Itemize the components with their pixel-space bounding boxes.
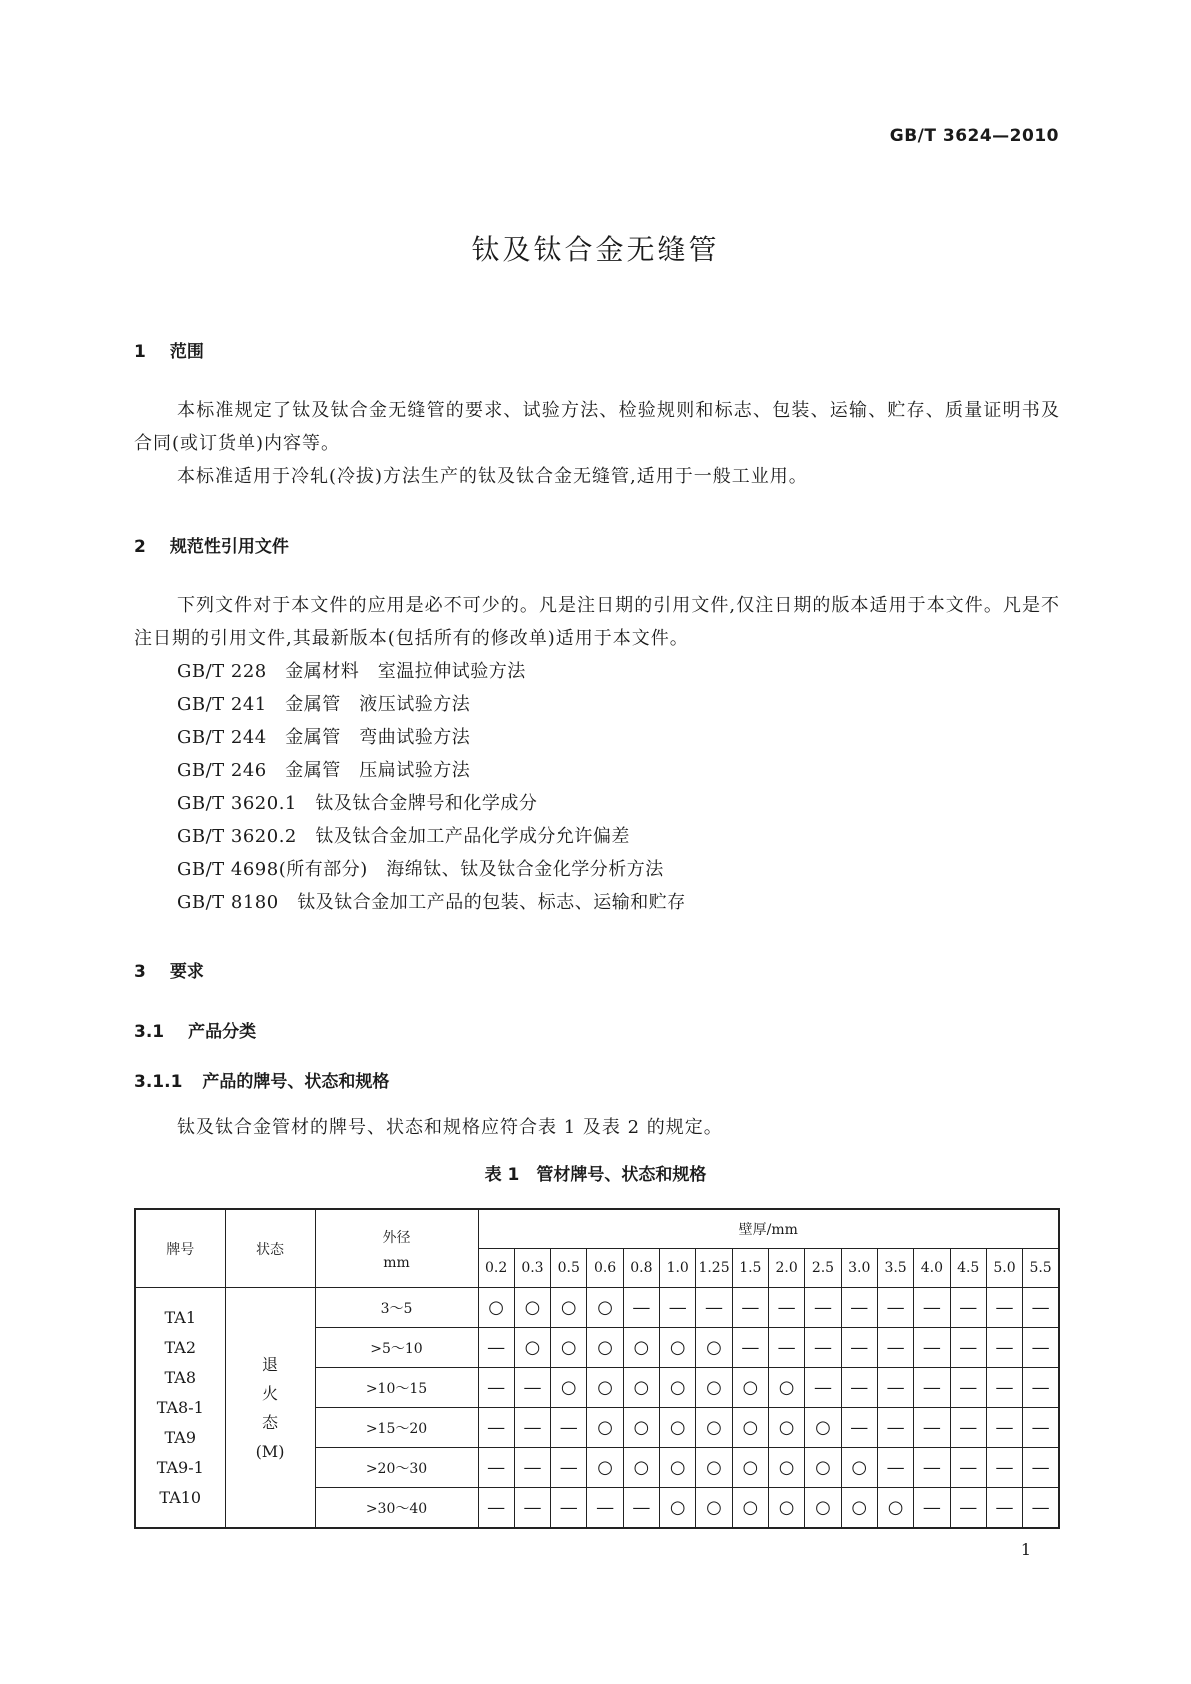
availability-mark: —	[914, 1408, 950, 1448]
availability-mark: —	[696, 1288, 732, 1328]
reference-item: GB/T 241 金属管 液压试验方法	[177, 694, 471, 715]
availability-mark: —	[514, 1408, 550, 1448]
grade-list	[135, 1288, 225, 1529]
paragraph: 钛及钛合金管材的牌号、状态和规格应符合表 1 及表 2 的规定。	[177, 1117, 723, 1138]
thickness-header: 0.2	[478, 1249, 514, 1288]
availability-mark: ○	[696, 1368, 732, 1408]
grade-item: TA1	[164, 1307, 197, 1327]
thickness-header: 1.25	[696, 1249, 732, 1288]
availability-mark: —	[551, 1408, 587, 1448]
spec-table	[134, 1208, 1060, 1529]
od-range: >15～20	[315, 1408, 478, 1448]
section-3-heading	[134, 957, 204, 982]
reference-item: GB/T 8180 钛及钛合金加工产品的包装、标志、运输和贮存	[177, 892, 686, 913]
od-range: >10～15	[315, 1368, 478, 1408]
availability-mark: ○	[841, 1488, 877, 1529]
availability-mark: ○	[587, 1288, 623, 1328]
od-label: 外径	[382, 1229, 411, 1246]
thickness-header: 3.5	[877, 1249, 913, 1288]
availability-mark: —	[551, 1488, 587, 1529]
availability-mark: —	[478, 1448, 514, 1488]
availability-mark: ○	[623, 1448, 659, 1488]
thickness-header: 0.5	[551, 1249, 587, 1288]
section-1-heading	[134, 337, 204, 362]
availability-mark: —	[950, 1488, 986, 1529]
section-title: 规范性引用文件	[169, 537, 289, 557]
availability-mark: —	[841, 1328, 877, 1368]
availability-mark: —	[877, 1408, 913, 1448]
availability-mark: —	[950, 1328, 986, 1368]
thickness-header: 0.6	[587, 1249, 623, 1288]
state-char: 退	[261, 1354, 278, 1374]
thickness-header: 5.0	[986, 1249, 1022, 1288]
thickness-header: 5.5	[1023, 1249, 1059, 1288]
availability-mark: —	[514, 1488, 550, 1529]
availability-mark: ○	[877, 1488, 913, 1529]
availability-mark: —	[950, 1408, 986, 1448]
availability-mark: ○	[805, 1408, 841, 1448]
availability-mark: ○	[514, 1288, 550, 1328]
availability-mark: ○	[551, 1368, 587, 1408]
availability-mark: —	[1023, 1448, 1059, 1488]
od-range: >20～30	[315, 1448, 478, 1488]
availability-mark: ○	[514, 1328, 550, 1368]
grade-item: TA10	[159, 1487, 202, 1507]
availability-mark: ○	[769, 1448, 805, 1488]
state-cell	[225, 1288, 315, 1529]
availability-mark: —	[1023, 1488, 1059, 1529]
availability-mark: ○	[660, 1368, 696, 1408]
section-number: 3	[134, 962, 146, 982]
availability-mark: —	[950, 1288, 986, 1328]
availability-mark: ○	[587, 1368, 623, 1408]
availability-mark: ○	[660, 1448, 696, 1488]
availability-mark: ○	[769, 1408, 805, 1448]
thickness-header: 0.3	[514, 1249, 550, 1288]
availability-mark: —	[841, 1408, 877, 1448]
availability-mark: —	[769, 1288, 805, 1328]
availability-mark: —	[1023, 1368, 1059, 1408]
availability-mark: —	[732, 1328, 768, 1368]
availability-mark: —	[877, 1328, 913, 1368]
od-unit: mm	[383, 1254, 410, 1271]
availability-mark: ○	[660, 1328, 696, 1368]
thickness-header: 2.0	[769, 1249, 805, 1288]
availability-mark: —	[841, 1368, 877, 1408]
availability-mark: —	[950, 1368, 986, 1408]
section-3-1-1-heading	[134, 1067, 389, 1092]
availability-mark: —	[805, 1328, 841, 1368]
reference-item: GB/T 3620.1 钛及钛合金牌号和化学成分	[177, 793, 538, 814]
od-range: 3～5	[315, 1288, 478, 1328]
availability-mark: ○	[696, 1488, 732, 1529]
availability-mark: —	[914, 1488, 950, 1529]
od-range: >30～40	[315, 1488, 478, 1529]
section-title: 产品分类	[188, 1022, 257, 1042]
availability-mark: ○	[805, 1488, 841, 1529]
section-3-1-heading	[134, 1017, 256, 1042]
section-2-heading	[134, 532, 289, 557]
table-caption: 表 1 管材牌号、状态和规格	[484, 1165, 707, 1185]
grade-item: TA8-1	[156, 1397, 204, 1417]
od-header	[315, 1209, 478, 1288]
availability-mark: ○	[732, 1448, 768, 1488]
thickness-header: 4.0	[914, 1249, 950, 1288]
section-title: 产品的牌号、状态和规格	[202, 1072, 390, 1092]
thickness-header: 1.5	[732, 1249, 768, 1288]
availability-mark: ○	[841, 1448, 877, 1488]
availability-mark: —	[1023, 1288, 1059, 1328]
state-header: 状态	[225, 1209, 315, 1288]
standard-code: GB/T 3624—2010	[889, 126, 1059, 146]
availability-mark: —	[877, 1288, 913, 1328]
availability-mark: ○	[732, 1408, 768, 1448]
availability-mark: —	[986, 1288, 1022, 1328]
availability-mark: ○	[732, 1368, 768, 1408]
thickness-header: 1.0	[660, 1249, 696, 1288]
availability-mark: —	[914, 1328, 950, 1368]
availability-mark: ○	[696, 1408, 732, 1448]
availability-mark: —	[950, 1448, 986, 1488]
availability-mark: —	[769, 1328, 805, 1368]
grade-item: TA9-1	[156, 1457, 204, 1477]
reference-list	[177, 655, 686, 919]
thickness-header: 2.5	[805, 1249, 841, 1288]
availability-mark: ○	[769, 1488, 805, 1529]
availability-mark: —	[914, 1448, 950, 1488]
availability-mark: ○	[587, 1448, 623, 1488]
thickness-header: 4.5	[950, 1249, 986, 1288]
availability-mark: —	[805, 1368, 841, 1408]
availability-mark: ○	[623, 1408, 659, 1448]
availability-mark: ○	[696, 1448, 732, 1488]
grade-item: TA8	[164, 1367, 197, 1387]
section-number: 3.1.1	[134, 1072, 183, 1092]
grade-header: 牌号	[135, 1209, 225, 1288]
grade-item: TA2	[164, 1337, 197, 1357]
availability-mark: ○	[551, 1328, 587, 1368]
section-title: 范围	[169, 342, 204, 362]
state-char: 态	[261, 1412, 278, 1432]
paragraph: 本标准规定了钛及钛合金无缝管的要求、试验方法、检验规则和标志、包装、运输、贮存、质量证明书及合同(或订货单)内容等。	[134, 400, 1060, 454]
availability-mark: —	[986, 1368, 1022, 1408]
thickness-header: 0.8	[623, 1249, 659, 1288]
availability-mark: ○	[587, 1408, 623, 1448]
availability-mark: ○	[660, 1408, 696, 1448]
availability-mark: —	[1023, 1408, 1059, 1448]
reference-item: GB/T 244 金属管 弯曲试验方法	[177, 727, 471, 748]
availability-mark: ○	[623, 1328, 659, 1368]
od-range: >5～10	[315, 1328, 478, 1368]
availability-mark: ○	[696, 1328, 732, 1368]
state-char: (M)	[255, 1441, 285, 1461]
availability-mark: ○	[732, 1488, 768, 1529]
availability-mark: ○	[805, 1448, 841, 1488]
availability-mark: ○	[478, 1288, 514, 1328]
availability-mark: —	[478, 1368, 514, 1408]
reference-item: GB/T 246 金属管 压扁试验方法	[177, 760, 471, 781]
availability-mark: ○	[769, 1368, 805, 1408]
availability-mark: —	[587, 1488, 623, 1529]
availability-mark: —	[986, 1408, 1022, 1448]
availability-mark: —	[986, 1488, 1022, 1529]
grade-item: TA9	[164, 1427, 197, 1447]
availability-mark: —	[914, 1288, 950, 1328]
availability-mark: ○	[623, 1368, 659, 1408]
paragraph: 本标准适用于冷轧(冷拔)方法生产的钛及钛合金无缝管,适用于一般工业用。	[177, 466, 808, 487]
availability-mark: —	[478, 1408, 514, 1448]
availability-mark: —	[986, 1448, 1022, 1488]
availability-mark: —	[514, 1448, 550, 1488]
availability-mark: —	[478, 1328, 514, 1368]
availability-mark: —	[732, 1288, 768, 1328]
availability-mark: —	[478, 1488, 514, 1529]
reference-item: GB/T 228 金属材料 室温拉伸试验方法	[177, 661, 526, 682]
availability-mark: ○	[587, 1328, 623, 1368]
document-title: 钛及钛合金无缝管	[471, 233, 720, 266]
availability-mark: ○	[551, 1288, 587, 1328]
availability-mark: —	[623, 1488, 659, 1529]
availability-mark: —	[551, 1448, 587, 1488]
paragraph: 下列文件对于本文件的应用是必不可少的。凡是注日期的引用文件,仅注日期的版本适用于本文件。凡是不注日期的引用文件,其最新版本(包括所有的修改单)适用于本文件。	[134, 595, 1060, 649]
section-number: 1	[134, 342, 146, 362]
section-number: 2	[134, 537, 146, 557]
page-number: 1	[1020, 1540, 1031, 1559]
availability-mark: —	[660, 1288, 696, 1328]
section-number: 3.1	[134, 1022, 165, 1042]
availability-mark: —	[805, 1288, 841, 1328]
availability-mark: —	[1023, 1328, 1059, 1368]
section-title: 要求	[169, 962, 204, 982]
availability-mark: —	[877, 1368, 913, 1408]
availability-mark: —	[623, 1288, 659, 1328]
thickness-header: 3.0	[841, 1249, 877, 1288]
availability-mark: —	[914, 1368, 950, 1408]
reference-item: GB/T 4698(所有部分) 海绵钛、钛及钛合金化学分析方法	[177, 859, 664, 880]
availability-mark: —	[841, 1288, 877, 1328]
reference-item: GB/T 3620.2 钛及钛合金加工产品化学成分允许偏差	[177, 826, 630, 847]
availability-mark: ○	[660, 1488, 696, 1529]
wall-header: 壁厚/mm	[478, 1209, 1059, 1249]
availability-mark: —	[986, 1328, 1022, 1368]
availability-mark: —	[877, 1448, 913, 1488]
table-row	[135, 1288, 1059, 1328]
state-char: 火	[261, 1383, 278, 1403]
availability-mark: —	[514, 1368, 550, 1408]
